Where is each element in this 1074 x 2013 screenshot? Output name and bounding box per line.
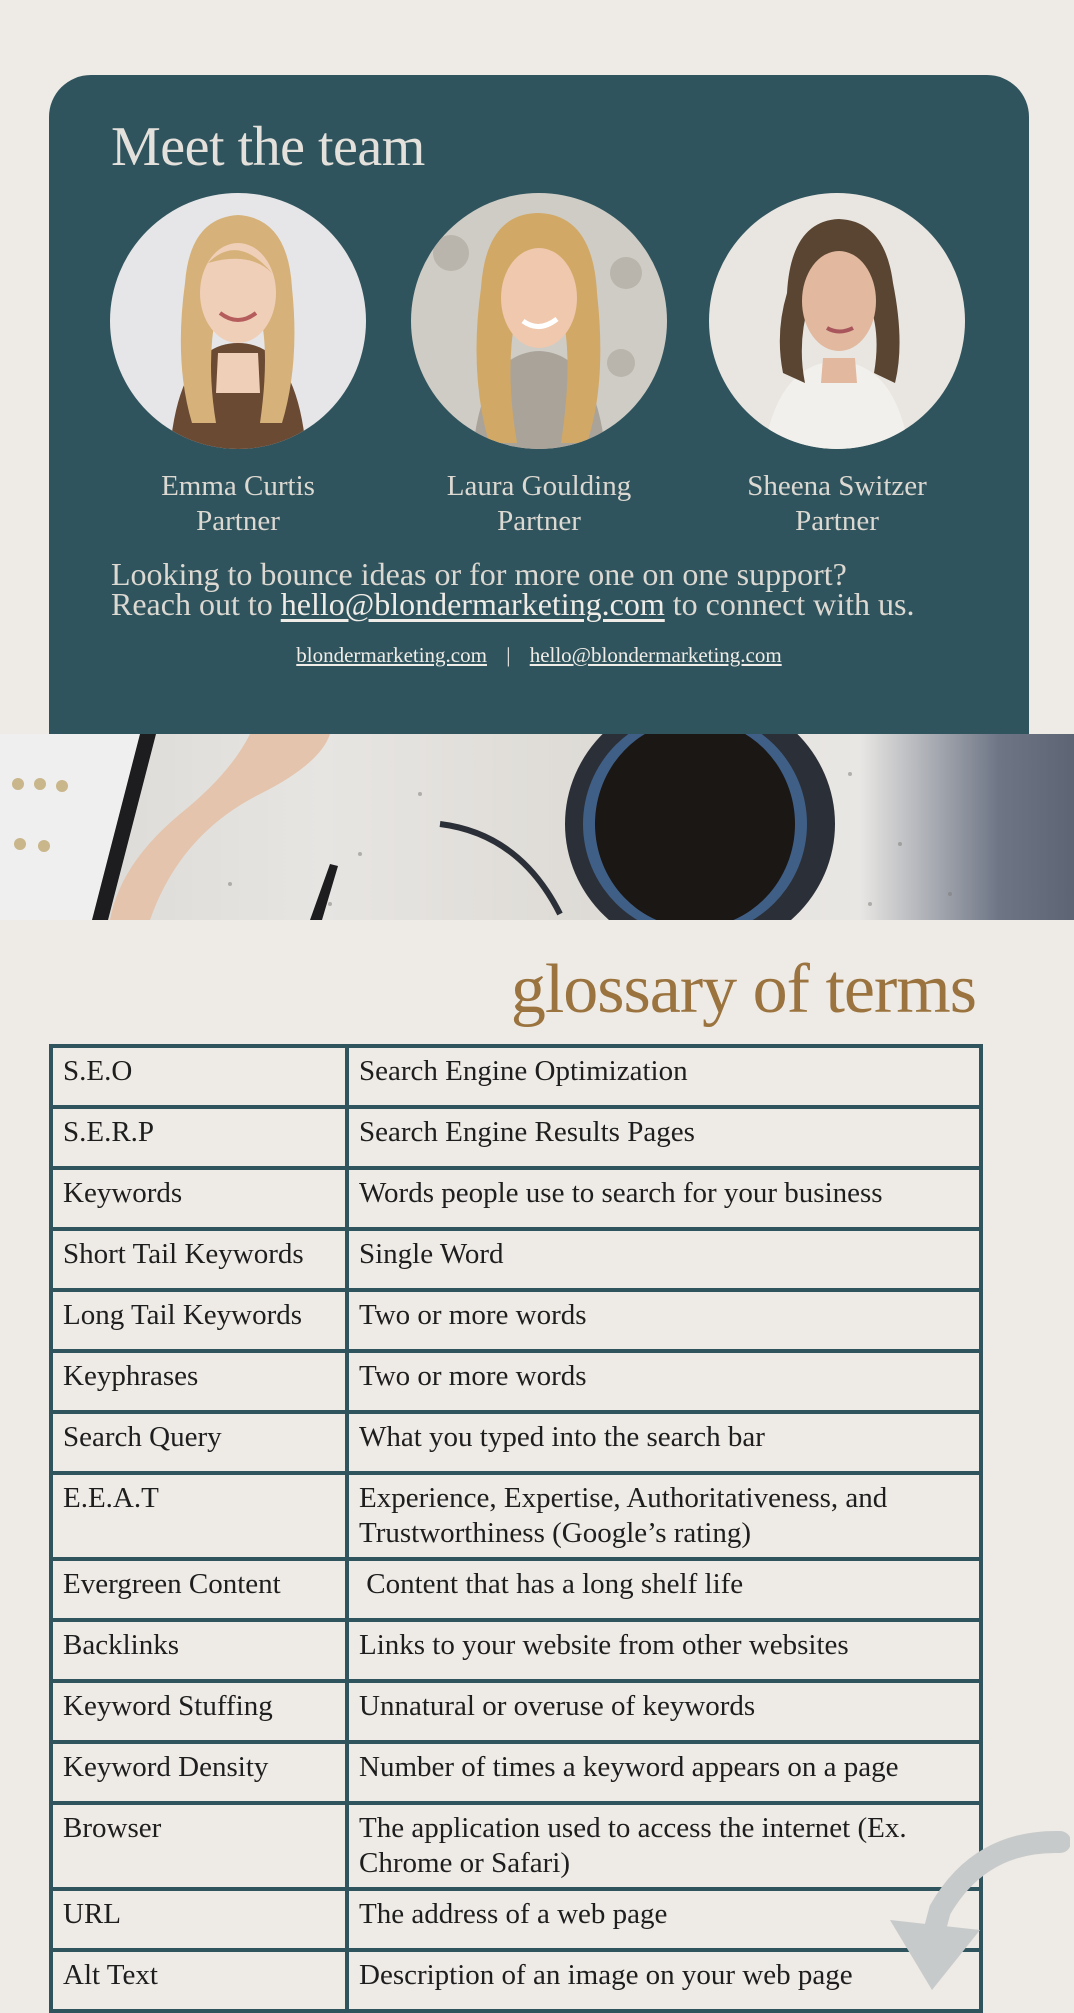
glossary-definition: Search Engine Optimization [347,1046,981,1107]
support-email-link[interactable]: hello@blondermarketing.com [280,586,665,622]
glossary-definition: Search Engine Results Pages [347,1107,981,1168]
table-row [51,1473,981,1559]
glossary-definition: Words people use to search for your business [347,1168,981,1229]
member-role: Partner [497,505,581,537]
table-row [51,1559,981,1620]
glossary-term: Keyword Density [51,1742,347,1803]
glossary-definition: Links to your website from other websites [347,1620,981,1681]
glossary-definition: What you typed into the search bar [347,1412,981,1473]
table-row [51,1107,981,1168]
member-role: Partner [196,505,280,537]
glossary-definition: Unnatural or overuse of keywords [347,1681,981,1742]
glossary-definition: Experience, Expertise, Authoritativeness, and Trustworthiness (Google’s rating) [347,1473,981,1559]
glossary-definition: Two or more words [347,1290,981,1351]
glossary-title: glossary of terms [510,951,976,1028]
curved-arrow-icon [870,1820,1070,2000]
member-name: Laura Goulding [446,470,632,502]
table-row [51,1046,981,1107]
avatar [411,193,667,449]
team-member-laura [411,193,667,539]
table-row [51,1681,981,1742]
glossary-definition: Number of times a keyword appears on a page [347,1742,981,1803]
glossary-term: Keyphrases [51,1351,347,1412]
glossary-definition: Content that has a long shelf life [347,1559,981,1620]
avatar [709,193,965,449]
glossary-term: Short Tail Keywords [51,1229,347,1290]
glossary-term: Keywords [51,1168,347,1229]
table-row [51,1290,981,1351]
team-member-sheena [709,193,965,539]
glossary-term: Long Tail Keywords [51,1290,347,1351]
support-line-2 [111,586,991,622]
glossary-term: Alt Text [51,1950,347,2011]
table-row [51,1168,981,1229]
table-row [51,1803,981,1889]
glossary-definition: The application used to access the internet (Ex. Chrome or Safari) [347,1803,981,1889]
team-member-emma [110,193,366,539]
glossary-term: Evergreen Content [51,1559,347,1620]
glossary-term: S.E.O [51,1046,347,1107]
footer-links [49,643,1029,668]
link-separator: | [506,643,511,667]
website-link[interactable]: blondermarketing.com [296,643,487,667]
support-message [111,556,991,622]
glossary-definition: Two or more words [347,1351,981,1412]
avatar [110,193,366,449]
glossary-term: E.E.A.T [51,1473,347,1559]
table-row [51,1889,981,1950]
team-title: Meet the team [111,116,425,178]
glossary-table [49,1044,983,2013]
support-line-1: Looking to bounce ideas or for more one on one support? [111,556,847,592]
team-card [49,75,1029,734]
glossary-term: Backlinks [51,1620,347,1681]
member-name: Sheena Switzer [747,470,927,502]
glossary-term: S.E.R.P [51,1107,347,1168]
table-row [51,1620,981,1681]
member-name: Emma Curtis [161,470,315,502]
table-row [51,1950,981,2011]
glossary-term: Browser [51,1803,347,1889]
glossary-term: URL [51,1889,347,1950]
glossary-term: Keyword Stuffing [51,1681,347,1742]
member-role: Partner [795,505,879,537]
table-row [51,1351,981,1412]
glossary-definition: Single Word [347,1229,981,1290]
glossary-term: Search Query [51,1412,347,1473]
table-row [51,1412,981,1473]
coffee-phone-photo [0,734,1074,920]
email-link[interactable]: hello@blondermarketing.com [529,643,782,667]
support-prefix: Reach out to [111,586,273,622]
table-row [51,1742,981,1803]
glossary-definition: Description of an image on your web page [347,1950,981,2011]
table-row [51,1229,981,1290]
glossary-definition: The address of a web page [347,1889,981,1950]
support-suffix: to connect with us. [672,586,915,622]
